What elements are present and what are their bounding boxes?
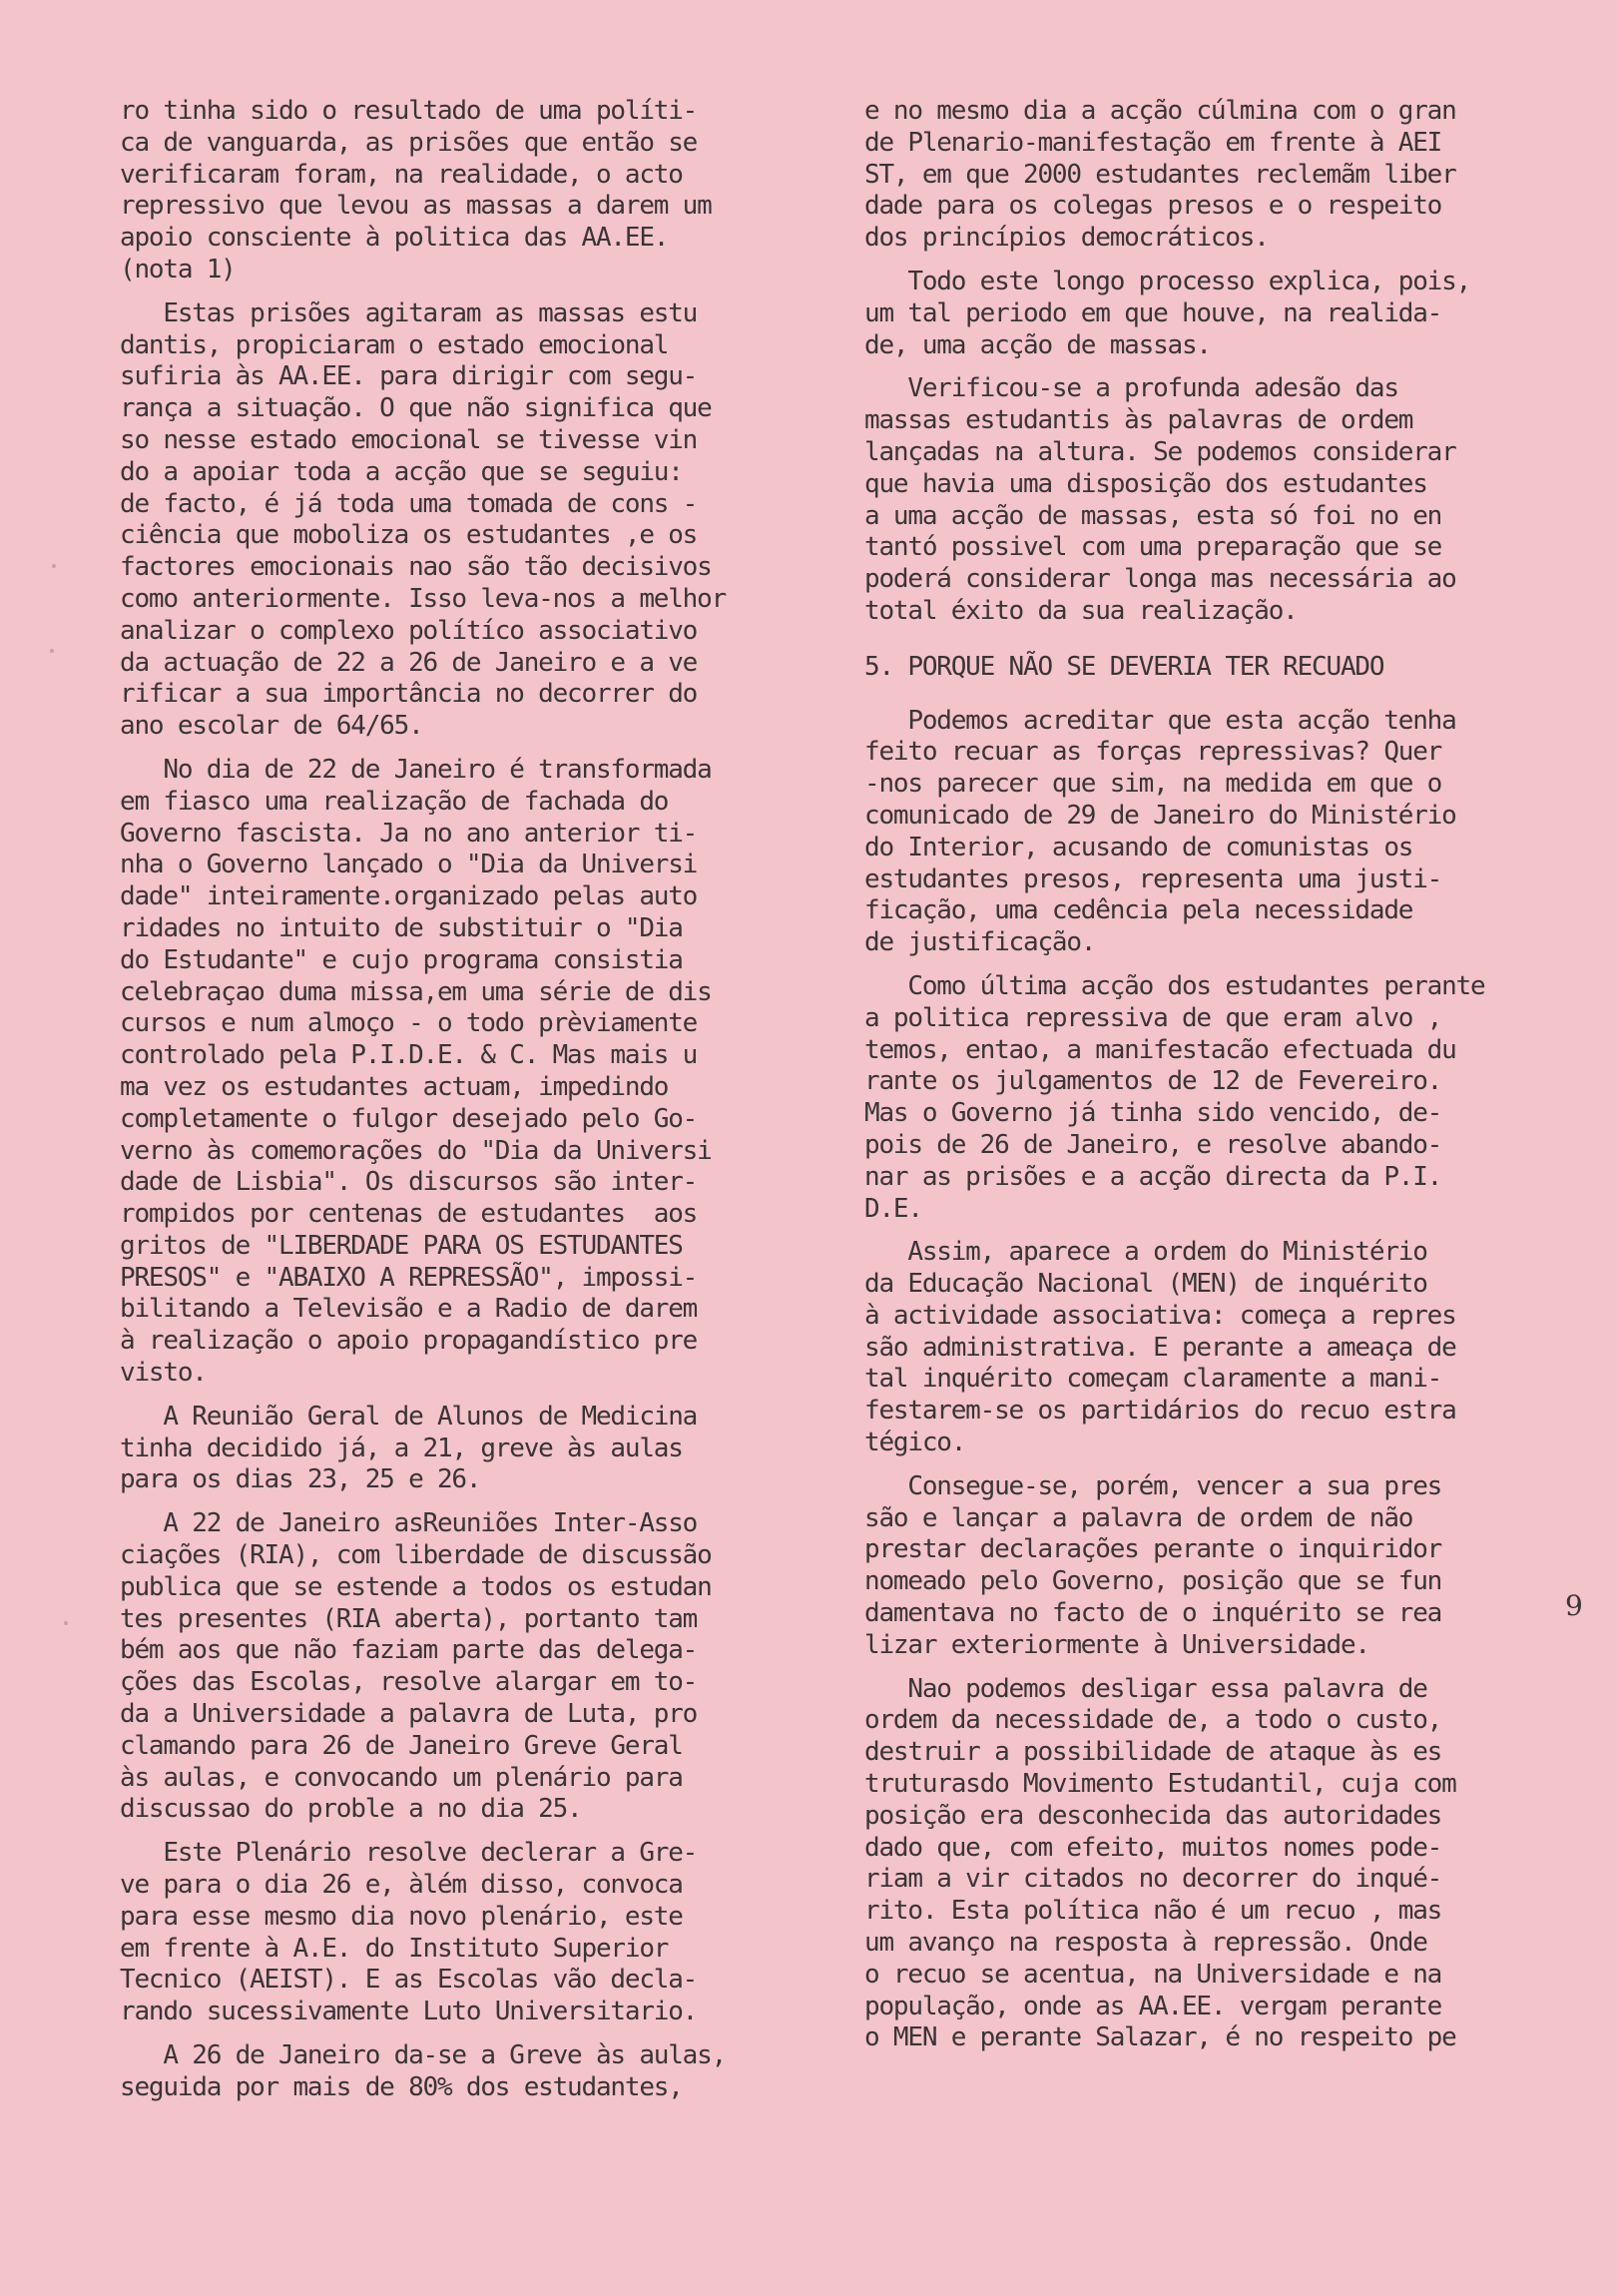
text-line: feito recuar as forças repressivas? Quer bbox=[864, 737, 1442, 768]
text-line: publica que se estende a todos os estudan bbox=[120, 1571, 712, 1602]
text-line: do a apoiar toda a acção que se seguiu: bbox=[120, 456, 683, 487]
text-line: Mas o Governo já tinha sido vencido, de- bbox=[864, 1098, 1442, 1129]
text-line: Consegue-se, porém, vencer a sua pres bbox=[864, 1470, 1442, 1501]
text-line: um avanço na resposta à repressão. Onde bbox=[864, 1928, 1427, 1959]
text-line: dantis, propiciaram o estado emocional bbox=[120, 329, 669, 360]
paragraph bbox=[864, 706, 1543, 959]
text-line: dade de Lisbia". Os discursos são inter- bbox=[120, 1167, 698, 1198]
text-line: bilitando a Televisão e a Radio de darem bbox=[120, 1294, 698, 1325]
paragraph bbox=[120, 755, 799, 1390]
text-line: analizar o complexo polítíco associativo bbox=[120, 615, 698, 646]
text-line: nar as prisões e a acção directa da P.I. bbox=[864, 1161, 1442, 1192]
text-line: lançadas na altura. Se podemos considerar bbox=[864, 436, 1456, 467]
text-line: Podemos acreditar que esta acção tenha bbox=[864, 705, 1456, 736]
text-line: rante os julgamentos de 12 de Fevereiro. bbox=[864, 1066, 1442, 1097]
text-line: tes presentes (RIA aberta), portanto tam bbox=[120, 1603, 698, 1634]
text-line: D.E. bbox=[864, 1193, 922, 1224]
text-line: temos, entao, a manifestacão efectuada du bbox=[864, 1034, 1456, 1065]
text-line: para os dias 23, 25 e 26. bbox=[120, 1464, 481, 1495]
text-line: em fiasco uma realização de fachada do bbox=[120, 786, 669, 817]
text-line: ma vez os estudantes actuam, impedindo bbox=[120, 1071, 669, 1102]
text-line: a uma acção de massas, esta só foi no en bbox=[864, 500, 1442, 531]
text-line: damentava no facto de o inquérito se rea bbox=[864, 1598, 1442, 1629]
text-line: verificaram foram, na realidade, o acto bbox=[120, 159, 683, 190]
text-line: Este Plenário resolve declerar a Gre- bbox=[120, 1838, 698, 1869]
text-line: tinha decidido já, a 21, greve às aulas bbox=[120, 1433, 683, 1463]
text-line: seguida por mais de 80% dos estudantes, bbox=[120, 2071, 683, 2102]
text-line: pois de 26 de Janeiro, e resolve abando- bbox=[864, 1129, 1442, 1160]
text-line: cursos e num almoço - o todo prèviamente bbox=[120, 1008, 698, 1039]
right-column bbox=[864, 96, 1543, 2066]
text-line: completamente o fulgor desejado pelo Go- bbox=[120, 1103, 698, 1134]
text-line: ridades no intuito de substituir o "Dia bbox=[120, 912, 683, 943]
text-line: Como última acção dos estudantes perante bbox=[864, 970, 1485, 1001]
text-line: repressivo que levou as massas a darem um bbox=[120, 191, 712, 222]
text-line: controlado pela P.I.D.E. & C. Mas mais u bbox=[120, 1040, 698, 1071]
text-line: discussao do proble a no dia 25. bbox=[120, 1794, 582, 1825]
text-line: do Interior, acusando de comunistas os bbox=[864, 832, 1413, 862]
paragraph bbox=[120, 96, 799, 287]
text-line: -nos parecer que sim, na medida em que o bbox=[864, 769, 1442, 800]
text-line: ficação, uma cedência pela necessidade bbox=[864, 895, 1413, 926]
text-line: ano escolar de 64/65. bbox=[120, 711, 423, 742]
text-line: da a Universidade a palavra de Luta, pro bbox=[120, 1699, 698, 1730]
text-line: da actuação de 22 a 26 de Janeiro e a ve bbox=[120, 647, 698, 678]
text-line: poderá considerar longa mas necessária ao bbox=[864, 564, 1456, 595]
text-line: total éxito da sua realização. bbox=[864, 595, 1298, 626]
text-line: ve para o dia 26 e, àlém disso, convoca bbox=[120, 1870, 683, 1901]
text-line: prestar declarações perante o inquiridor bbox=[864, 1534, 1442, 1565]
text-line: Governo fascista. Ja no ano anterior ti- bbox=[120, 818, 698, 849]
text-line: e no mesmo dia a acção cúlmina com o gran bbox=[864, 96, 1456, 126]
text-line: são administrativa. E perante a ameaça de bbox=[864, 1332, 1456, 1363]
text-line: PRESOS" e "ABAIXO A REPRESSÃO", impossi- bbox=[120, 1262, 698, 1293]
text-line: destruir a possibilidade de ataque às es bbox=[864, 1737, 1442, 1768]
text-line: Estas prisões agitaram as massas estu bbox=[120, 297, 698, 328]
text-line: so nesse estado emocional se tivesse vin bbox=[120, 424, 698, 455]
text-line: a politica repressiva de que eram alvo , bbox=[864, 1002, 1442, 1033]
text-line: rando sucessivamente Luto Universitario. bbox=[120, 1997, 698, 2027]
text-line: massas estudantis às palavras de ordem bbox=[864, 405, 1413, 436]
text-line: população, onde as AA.EE. vergam perante bbox=[864, 1991, 1442, 2021]
text-line: ciações (RIA), com liberdade de discussão bbox=[120, 1540, 712, 1571]
text-line: ções das Escolas, resolve alargar em to- bbox=[120, 1667, 698, 1698]
paper-speck bbox=[50, 649, 54, 653]
paragraph bbox=[864, 1237, 1543, 1459]
text-line: No dia de 22 de Janeiro é transformada bbox=[120, 754, 712, 785]
paragraph bbox=[120, 1508, 799, 1826]
text-line: para esse mesmo dia novo plenário, este bbox=[120, 1901, 683, 1932]
text-line: factores emocionais nao são tão decisivos bbox=[120, 552, 712, 583]
text-line: comunicado de 29 de Janeiro do Ministério bbox=[864, 800, 1456, 831]
text-line: ca de vanguarda, as prisões que então se bbox=[120, 127, 698, 158]
text-line: do Estudante" e cujo programa consistia bbox=[120, 944, 683, 975]
text-line: de Plenario-manifestação em frente à AEI bbox=[864, 127, 1442, 158]
text-line: tal inquérito começam claramente a mani- bbox=[864, 1364, 1442, 1395]
text-line: dade para os colegas presos e o respeito bbox=[864, 191, 1442, 222]
text-line: bém aos que não faziam parte das delega- bbox=[120, 1635, 698, 1666]
text-line: de, uma acção de massas. bbox=[864, 329, 1211, 360]
text-line: visto. bbox=[120, 1358, 207, 1389]
section-heading: 5. PORQUE NÃO SE DEVERIA TER RECUADO bbox=[864, 651, 1384, 682]
text-line: apoio consciente à politica das AA.EE. bbox=[120, 223, 669, 254]
page-number: 9 bbox=[1565, 1589, 1583, 1622]
text-line: o MEN e perante Salazar, é no respeito pe bbox=[864, 2022, 1456, 2053]
text-line: às aulas, e convocando um plenário para bbox=[120, 1762, 683, 1793]
paragraph bbox=[120, 2040, 799, 2104]
text-line: Todo este longo processo explica, pois, bbox=[864, 266, 1471, 296]
text-line: o recuo se acentua, na Universidade e na bbox=[864, 1959, 1442, 1990]
paper-speck bbox=[64, 1621, 68, 1625]
text-line: rompidos por centenas de estudantes aos bbox=[120, 1199, 698, 1230]
text-line: rança a situação. O que não significa que bbox=[120, 393, 712, 424]
text-line: que havia uma disposição dos estudantes bbox=[864, 468, 1427, 499]
text-line: nomeado pelo Governo, posição que se fun bbox=[864, 1566, 1442, 1597]
text-line: ordem da necessidade de, a todo o custo, bbox=[864, 1705, 1442, 1736]
text-line: como anteriormente. Isso leva-nos a melhor bbox=[120, 583, 727, 614]
text-line: lizar exteriormente à Universidade. bbox=[864, 1629, 1369, 1660]
text-line: A 22 de Janeiro asReuniões Inter-Asso bbox=[120, 1508, 698, 1539]
text-line: nha o Governo lançado o "Dia da Universi bbox=[120, 850, 698, 880]
paragraph bbox=[864, 267, 1543, 361]
text-line: um tal periodo em que houve, na realida- bbox=[864, 297, 1442, 328]
text-line: ciência que moboliza os estudantes ,e os bbox=[120, 520, 698, 551]
text-line: de facto, é já toda uma tomada de cons - bbox=[120, 488, 698, 519]
text-line: tégico. bbox=[864, 1428, 966, 1458]
paragraph bbox=[864, 96, 1543, 255]
text-line: (nota 1) bbox=[120, 254, 236, 285]
text-line: truturasdo Movimento Estudantil, cuja com bbox=[864, 1769, 1456, 1800]
text-line: à actividade associativa: começa a repres bbox=[864, 1300, 1456, 1331]
paragraph bbox=[864, 373, 1543, 627]
text-line: Verificou-se a profunda adesão das bbox=[864, 373, 1398, 404]
text-line: dade" inteiramente.organizado pelas auto bbox=[120, 881, 698, 912]
paragraph bbox=[864, 971, 1543, 1225]
text-line: riam a vir citados no decorrer do inqué- bbox=[864, 1864, 1442, 1895]
text-line: gritos de "LIBERDADE PARA OS ESTUDANTES bbox=[120, 1230, 683, 1261]
text-line: clamando para 26 de Janeiro Greve Geral bbox=[120, 1730, 683, 1761]
text-line: da Educação Nacional (MEN) de inquérito bbox=[864, 1269, 1427, 1300]
left-column bbox=[120, 96, 799, 2116]
text-line: A 26 de Janeiro da-se a Greve às aulas, bbox=[120, 2040, 727, 2071]
text-line: ro tinha sido o resultado de uma políti- bbox=[120, 96, 698, 126]
text-line: Nao podemos desligar essa palavra de bbox=[864, 1673, 1427, 1704]
paper-speck bbox=[52, 564, 56, 568]
paragraph bbox=[864, 1674, 1543, 2055]
paragraph bbox=[864, 1471, 1543, 1662]
text-line: celebraçao duma missa,em uma série de dis bbox=[120, 976, 712, 1007]
text-line: dos princípios democráticos. bbox=[864, 223, 1269, 254]
text-line: sufiria às AA.EE. para dirigir com segu- bbox=[120, 361, 698, 392]
paragraph bbox=[120, 298, 799, 743]
text-line: tantó possivel com uma preparação que se bbox=[864, 532, 1442, 563]
text-line: estudantes presos, representa uma justi- bbox=[864, 863, 1442, 894]
text-line: dado que, com efeito, muitos nomes pode- bbox=[864, 1832, 1442, 1863]
text-line: rificar a sua importância no decorrer do bbox=[120, 679, 698, 710]
text-line: rito. Esta política não é um recuo , mas bbox=[864, 1896, 1442, 1927]
paragraph bbox=[120, 1838, 799, 2028]
paragraph bbox=[120, 1402, 799, 1496]
text-line: são e lançar a palavra de ordem de não bbox=[864, 1502, 1413, 1533]
text-line: em frente à A.E. do Instituto Superior bbox=[120, 1933, 669, 1964]
text-line: Assim, aparece a ordem do Ministério bbox=[864, 1237, 1427, 1268]
text-line: ST, em que 2000 estudantes reclemãm liber bbox=[864, 159, 1456, 190]
text-line: posição era desconhecida das autoridades bbox=[864, 1800, 1442, 1831]
text-line: Tecnico (AEIST). E as Escolas vão decla- bbox=[120, 1965, 698, 1996]
text-line: verno às comemorações do "Dia da Universi bbox=[120, 1135, 712, 1166]
text-line: A Reunião Geral de Alunos de Medicina bbox=[120, 1401, 698, 1432]
text-line: festarem-se os partidários do recuo estra bbox=[864, 1396, 1456, 1427]
text-line: à realização o apoio propagandístico pre bbox=[120, 1326, 698, 1357]
text-line: de justificação. bbox=[864, 927, 1096, 958]
